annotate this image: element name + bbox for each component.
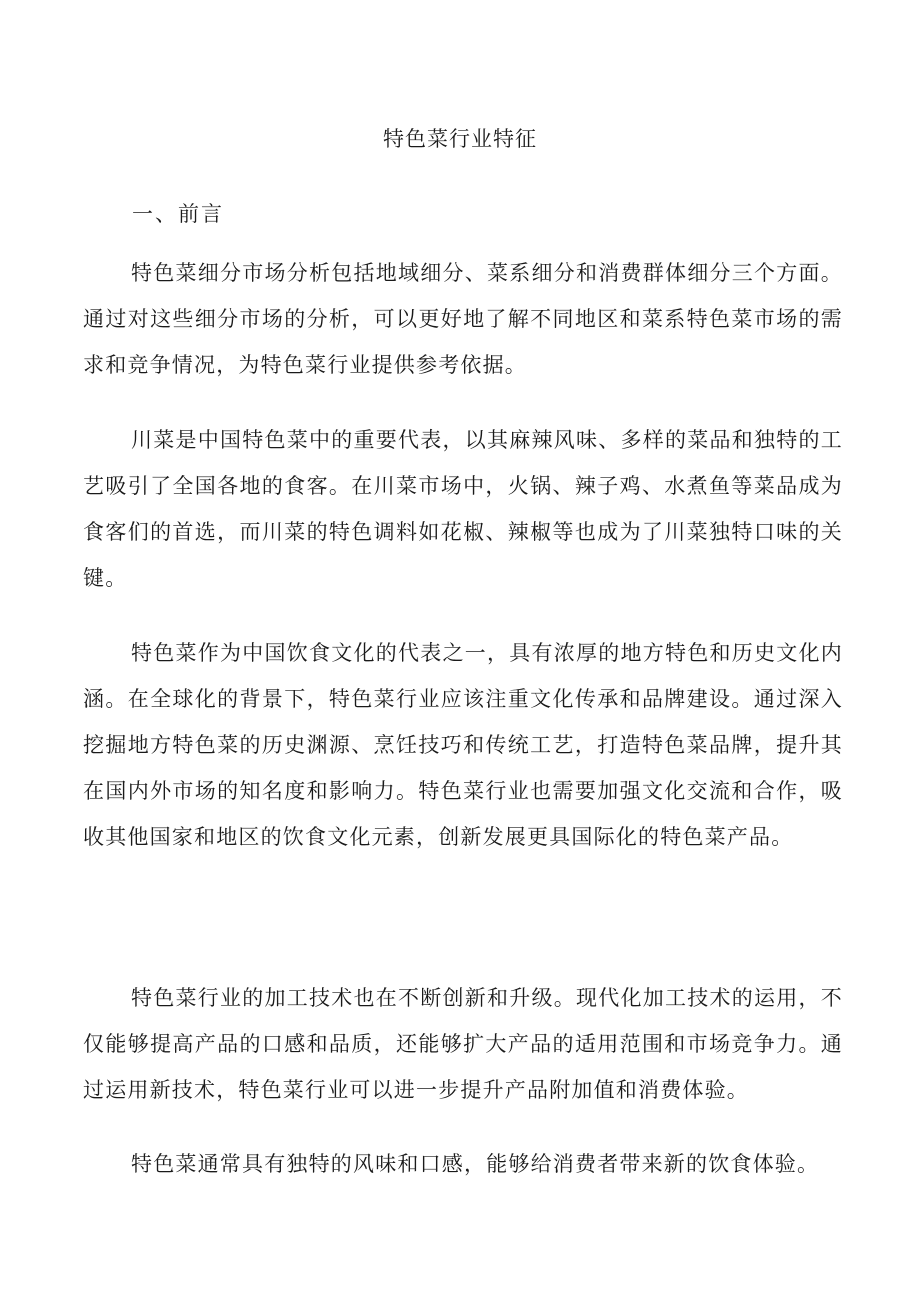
paragraph: 特色菜行业的加工技术也在不断创新和升级。现代化加工技术的运用，不仅能够提高产品的口感和品质，还能够扩大产品的适用范围和市场竞争力。通过运用新技术，特色菜行业可以进一步提升产品附加值和消费体验。 <box>83 986 843 1102</box>
paragraph: 特色菜通常具有独特的风味和口感，能够给消费者带来新的饮食体验。 <box>131 1152 820 1176</box>
paragraph: 川菜是中国特色菜中的重要代表，以其麻辣风味、多样的菜品和独特的工艺吸引了全国各地的食客。在川菜市场中，火锅、辣子鸡、水煮鱼等菜品成为食客们的首选，而川菜的特色调料如花椒、辣椒等也成为了川菜独特口味的关键。 <box>83 428 843 590</box>
document-title: 特色菜行业特征 <box>383 127 537 151</box>
paragraph: 特色菜作为中国饮食文化的代表之一，具有浓厚的地方特色和历史文化内涵。在全球化的背景下，特色菜行业应该注重文化传承和品牌建设。通过深入挖掘地方特色菜的历史渊源、烹饪技巧和传统工艺，打造特色菜品牌，提升其在国内外市场的知名度和影响力。特色菜行业也需要加强文化交流和合作，吸收其他国家和地区的饮食文化元素，创新发展更具国际化的特色菜产品。 <box>83 641 843 849</box>
paragraph: 特色菜细分市场分析包括地域细分、菜系细分和消费群体细分三个方面。通过对这些细分市场的分析，可以更好地了解不同地区和菜系特色菜市场的需求和竞争情况，为特色菜行业提供参考依据。 <box>83 261 843 377</box>
section-heading: 一、前言 <box>132 202 224 226</box>
